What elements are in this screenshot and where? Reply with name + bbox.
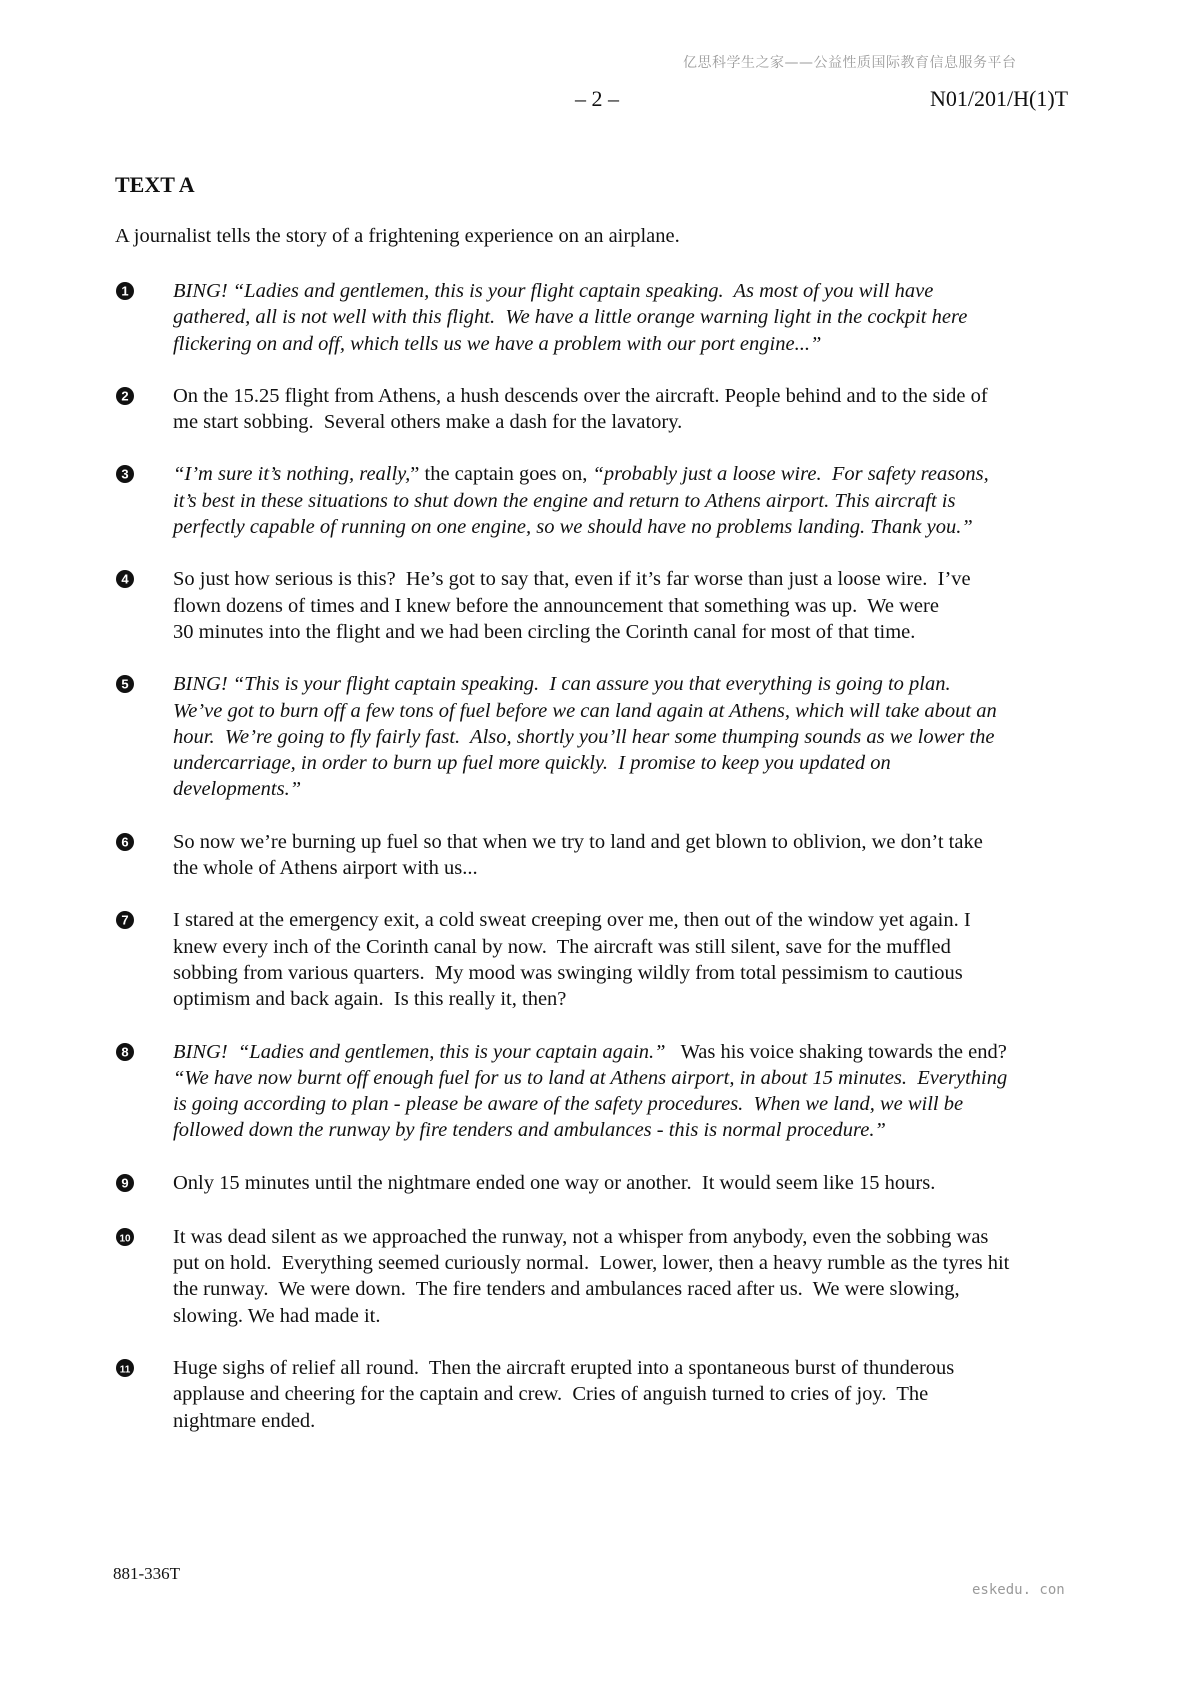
document-code: N01/201/H(1)T — [930, 86, 1069, 111]
paragraph-text — [173, 278, 1095, 357]
text-line: optimism and back again. Is this really it, then? — [173, 988, 567, 1011]
text-line: slowing. We had made it. — [173, 1304, 381, 1327]
page-number: – 2 – — [575, 86, 619, 111]
paragraph-text — [173, 829, 1095, 882]
svg-text:3: 3 — [121, 466, 129, 482]
svg-text:7: 7 — [121, 912, 129, 928]
svg-text:1: 1 — [121, 283, 129, 299]
svg-text:2: 2 — [121, 388, 129, 404]
text-line: the whole of Athens airport with us... — [173, 857, 478, 880]
text-line: flown dozens of times and I knew before the announcement that something was up. We were — [173, 594, 939, 617]
text-line: BING! “Ladies and gentlemen, this is your captain again.” Was his voice shaking towards the end? — [173, 1040, 1007, 1063]
text-line: “I’m sure it’s nothing, really,” the captain goes on, “probably just a loose wire. For safety reasons, — [173, 463, 989, 486]
paragraph-11 — [115, 1355, 1095, 1434]
paragraph-text — [173, 1224, 1095, 1329]
text-line: is going according to plan - please be aware of the safety procedures. When we land, we will be — [173, 1093, 964, 1116]
paragraph-number-icon — [115, 385, 141, 411]
text-line: It was dead silent as we approached the runway, not a whisper from anybody, even the sobbing was — [173, 1225, 989, 1248]
text-line: On the 15.25 flight from Athens, a hush descends over the aircraft. People behind and to the side of — [173, 384, 988, 407]
paragraph-number-icon — [115, 1172, 141, 1198]
paragraph-list — [115, 278, 1095, 1460]
paragraph-number-icon — [115, 1226, 141, 1252]
watermark-header: 亿思科学生之家——公益性质国际教育信息服务平台 — [683, 55, 1017, 71]
paragraph-3 — [115, 461, 1095, 540]
text-line: “We have now burnt off enough fuel for us to land at Athens airport, in about 15 minutes. Everything — [173, 1066, 1008, 1089]
paragraph-text — [173, 1355, 1095, 1434]
svg-text:5: 5 — [121, 676, 129, 692]
svg-text:10: 10 — [119, 1233, 131, 1245]
paragraph-number-icon — [115, 1041, 141, 1067]
paragraph-text — [173, 1170, 1095, 1196]
footer-code: 881-336T — [113, 1564, 181, 1583]
text-line: the runway. We were down. The fire tenders and ambulances raced after us. We were slowing, — [173, 1278, 960, 1301]
text-line: Only 15 minutes until the nightmare ended one way or another. It would seem like 15 hours. — [173, 1171, 936, 1194]
paragraph-text — [173, 461, 1095, 540]
paragraph-number-icon — [115, 831, 141, 857]
text-line: BING! “Ladies and gentlemen, this is your flight captain speaking. As most of you will have — [173, 280, 934, 302]
paragraph-6 — [115, 829, 1095, 882]
text-line: undercarriage, in order to burn up fuel more quickly. I promise to keep you updated on — [173, 752, 891, 775]
text-line: BING! “This is your flight captain speaking. I can assure you that everything is going to plan. — [173, 673, 951, 696]
paragraph-text — [173, 383, 1095, 436]
text-line: Huge sighs of relief all round. Then the aircraft erupted into a spontaneous burst of thunderous — [173, 1356, 955, 1379]
text-line: We’ve got to burn off a few tons of fuel before we can land again at Athens, which will take about an — [173, 699, 997, 722]
text-line: perfectly capable of running on one engine, so we should have no problems landing. Thank you.” — [173, 516, 973, 539]
paragraph-8 — [115, 1039, 1095, 1144]
paragraph-number-icon — [115, 568, 141, 594]
text-line: applause and cheering for the captain and crew. Cries of anguish turned to cries of joy. The — [173, 1383, 929, 1406]
paragraph-number-icon — [115, 673, 141, 699]
text-line: knew every inch of the Corinth canal by now. The aircraft was still silent, save for the muffled — [173, 935, 951, 958]
section-title: TEXT A — [115, 172, 195, 197]
paragraph-number-icon — [115, 463, 141, 489]
paragraph-text — [173, 566, 1095, 645]
text-line: put on hold. Everything seemed curiously normal. Lower, lower, then a heavy rumble as the tyres hit — [173, 1252, 1010, 1275]
svg-text:11: 11 — [119, 1364, 131, 1376]
paragraph-4 — [115, 566, 1095, 645]
paragraph-2 — [115, 383, 1095, 436]
intro-text: A journalist tells the story of a frightening experience on an airplane. — [115, 225, 680, 247]
paragraph-text — [173, 907, 1095, 1012]
text-line: me start sobbing. Several others make a dash for the lavatory. — [173, 411, 683, 434]
paragraph-text — [173, 671, 1095, 802]
text-line: flickering on and off, which tells us we have a problem with our port engine...” — [173, 332, 822, 355]
text-line: followed down the runway by fire tenders and ambulances - this is normal procedure.” — [173, 1119, 886, 1142]
text-line: sobbing from various quarters. My mood was swinging wildly from total pessimism to cautious — [173, 961, 963, 984]
svg-text:8: 8 — [121, 1044, 129, 1060]
paragraph-1 — [115, 278, 1095, 357]
paragraph-7 — [115, 907, 1095, 1012]
svg-text:6: 6 — [121, 834, 129, 850]
svg-text:9: 9 — [121, 1175, 129, 1191]
paragraph-9 — [115, 1170, 1095, 1198]
text-line: gathered, all is not well with this flight. We have a little orange warning light in the cockpit here — [173, 306, 968, 329]
watermark-footer: eskedu. con — [972, 1582, 1065, 1598]
paragraph-number-icon — [115, 280, 141, 306]
text-line: nightmare ended. — [173, 1409, 316, 1432]
text-line: developments.” — [173, 778, 302, 801]
text-line: So just how serious is this? He’s got to say that, even if it’s far worse than just a loose wire. I’ve — [173, 568, 971, 591]
text-line: So now we’re burning up fuel so that when we try to land and get blown to oblivion, we don’t take — [173, 830, 983, 853]
paragraph-number-icon — [115, 1357, 141, 1383]
text-line: I stared at the emergency exit, a cold sweat creeping over me, then out of the window yet again. I — [173, 909, 971, 932]
paragraph-text — [173, 1039, 1095, 1144]
paragraph-5 — [115, 671, 1095, 802]
paragraph-number-icon — [115, 909, 141, 935]
svg-text:4: 4 — [121, 571, 129, 587]
paragraph-10 — [115, 1224, 1095, 1329]
text-line: hour. We’re going to fly fairly fast. Also, shortly you’ll hear some thumping sounds as we lower the — [173, 725, 995, 748]
text-line: it’s best in these situations to shut down the engine and return to Athens airport. This aircraft is — [173, 489, 956, 512]
text-line: 30 minutes into the flight and we had been circling the Corinth canal for most of that time. — [173, 620, 916, 643]
